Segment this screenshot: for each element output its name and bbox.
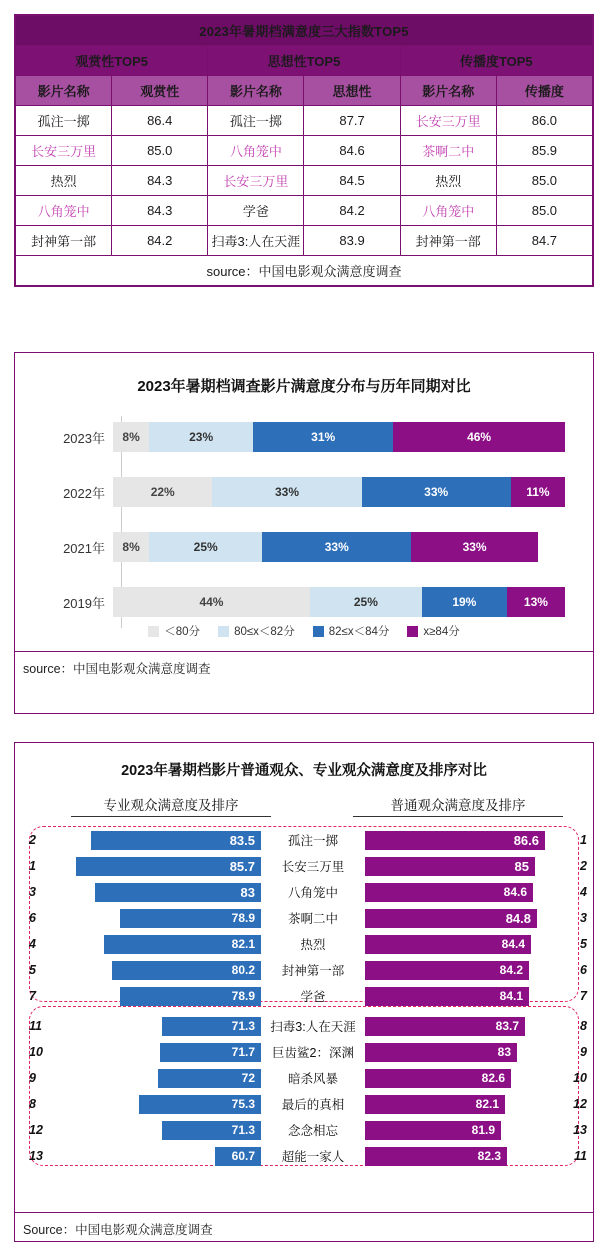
satisfaction-distribution-panel [14, 352, 594, 714]
panel3-source: Source：中国电影观众满意度调查 [15, 1212, 593, 1241]
legend-swatch-icon-82to84 [313, 626, 324, 637]
pub-bar-wrap-3 [365, 909, 565, 928]
top5-table-panel [14, 14, 594, 287]
y-tick-2023: 2023年 [63, 430, 105, 446]
pro-rank-0: 2 [29, 833, 36, 847]
legend-swatch-icon-80to82 [218, 626, 229, 637]
cell-r4c1: 84.2 [112, 226, 208, 256]
pub-rank-3: 3 [580, 911, 587, 925]
segment-2023-80to82: 23% [149, 422, 253, 452]
cell-r1c2: 八角笼中 [208, 136, 304, 166]
pub-bar-9: 82.6 [365, 1069, 511, 1088]
pub-bar-8: 83 [365, 1043, 517, 1062]
cell-r1c3: 84.6 [304, 136, 400, 166]
pro-bar-1: 85.7 [76, 857, 261, 876]
segment-2023-lt80: 8% [113, 422, 149, 452]
pro-rank-7: 11 [29, 1019, 42, 1033]
pub-bar-wrap-2 [365, 883, 565, 902]
pro-bar-wrap-4 [51, 935, 261, 954]
pub-bar-wrap-11 [365, 1121, 565, 1140]
pub-rank-11: 13 [573, 1123, 587, 1137]
pro-bar-wrap-5 [51, 961, 261, 980]
pro-bar-wrap-1 [51, 857, 261, 876]
pub-rank-4: 5 [580, 937, 587, 951]
table-row [16, 226, 593, 256]
pro-bar-wrap-6 [51, 987, 261, 1006]
pro-bar-2: 83 [95, 883, 261, 902]
segment-2022-80to82: 33% [212, 477, 361, 507]
film-name-9: 暗杀风暴 [287, 1072, 338, 1086]
pro-bar-wrap-8 [51, 1043, 261, 1062]
pub-rank-1: 2 [580, 859, 587, 873]
cell-r3c2: 学爸 [208, 196, 304, 226]
pub-rank-2: 4 [580, 885, 587, 899]
segment-2021-80to82: 25% [149, 532, 262, 562]
bar-row-2021 [33, 532, 565, 562]
subheader-score-2: 思想性 [304, 76, 400, 106]
pub-bar-wrap-7 [365, 1017, 565, 1036]
pub-bar-wrap-8 [365, 1043, 565, 1062]
pro-bar-wrap-3 [51, 909, 261, 928]
segment-2021-ge84: 33% [411, 532, 538, 562]
pub-bar-11: 81.9 [365, 1121, 501, 1140]
cell-r4c3: 83.9 [304, 226, 400, 256]
pro-bar-5: 80.2 [112, 961, 261, 980]
segment-2023-ge84: 46% [393, 422, 565, 452]
film-name-10: 最后的真相 [281, 1098, 345, 1112]
pro-rank-5: 5 [29, 963, 36, 977]
pro-bar-11: 71.3 [162, 1121, 261, 1140]
cell-r1c1: 85.0 [112, 136, 208, 166]
cell-r3c5: 85.0 [496, 196, 592, 226]
segment-2021-lt80: 8% [113, 532, 149, 562]
tornado-row-6 [25, 984, 587, 1008]
audience-comparison-panel [14, 742, 594, 1242]
pro-bar-wrap-11 [51, 1121, 261, 1140]
legend-item-ge84 [407, 623, 459, 639]
segment-2022-82to84: 33% [362, 477, 511, 507]
cell-r2c4: 热烈 [400, 166, 496, 196]
stacked-bar-2022 [113, 477, 565, 507]
legend-item-80to82 [218, 623, 295, 639]
segment-2019-ge84: 13% [507, 587, 565, 617]
cell-r0c2: 孤注一掷 [208, 106, 304, 136]
cell-r2c0: 热烈 [16, 166, 112, 196]
pro-rank-4: 4 [29, 937, 36, 951]
stacked-bar-2021 [113, 532, 565, 562]
y-tick-2021: 2021年 [63, 540, 105, 556]
cell-r2c1: 84.3 [112, 166, 208, 196]
segment-2022-ge84: 11% [511, 477, 565, 507]
header-professional: 专业观众满意度及排序 [71, 794, 271, 817]
cell-r4c5: 84.7 [496, 226, 592, 256]
pro-rank-2: 3 [29, 885, 36, 899]
film-name-1: 长安三万里 [281, 860, 345, 874]
film-name-5: 封神第一部 [281, 964, 345, 978]
bar-row-2019 [33, 587, 565, 617]
table-source-row [16, 256, 593, 286]
tornado-row-2 [25, 880, 587, 904]
tornado-row-3 [25, 906, 587, 930]
film-name-3: 茶啊二中 [287, 912, 338, 926]
cell-r4c0: 封神第一部 [16, 226, 112, 256]
table-title-row [16, 16, 593, 46]
pub-bar-wrap-12 [365, 1147, 565, 1166]
cell-r2c5: 85.0 [496, 166, 592, 196]
film-name-8: 巨齿鲨2：深渊 [272, 1046, 354, 1060]
pro-bar-10: 75.3 [139, 1095, 261, 1114]
tornado-row-4 [25, 932, 587, 956]
cell-r4c4: 封神第一部 [400, 226, 496, 256]
panel2-legend [15, 623, 593, 639]
panel3-plot [25, 826, 587, 1174]
pro-bar-12: 60.7 [215, 1147, 261, 1166]
pro-bar-8: 71.7 [160, 1043, 261, 1062]
pro-bar-wrap-10 [51, 1095, 261, 1114]
legend-label-82to84: 82≤x＜84分 [328, 626, 390, 638]
table-row [16, 166, 593, 196]
tornado-row-0 [25, 828, 587, 852]
segment-2019-82to84: 19% [422, 587, 507, 617]
tornado-row-10 [25, 1092, 587, 1116]
header-public: 普通观众满意度及排序 [353, 794, 563, 817]
pub-bar-6: 84.1 [365, 987, 529, 1006]
segment-2022-lt80: 22% [113, 477, 212, 507]
pro-bar-9: 72 [158, 1069, 261, 1088]
pub-rank-6: 7 [580, 989, 587, 1003]
group-header-ideology: 思想性TOP5 [208, 46, 400, 76]
film-name-6: 学爸 [300, 990, 326, 1004]
pub-bar-wrap-10 [365, 1095, 565, 1114]
pro-rank-11: 12 [29, 1123, 43, 1137]
tornado-row-8 [25, 1040, 587, 1064]
legend-item-82to84 [313, 623, 390, 639]
stacked-bar-2023 [113, 422, 565, 452]
table-subheader-row [16, 76, 593, 106]
cell-r3c4: 八角笼中 [400, 196, 496, 226]
pub-bar-2: 84.6 [365, 883, 533, 902]
panel3-column-headers [15, 794, 593, 820]
table-row [16, 196, 593, 226]
cell-r0c3: 87.7 [304, 106, 400, 136]
cell-r1c0: 长安三万里 [16, 136, 112, 166]
cell-r3c3: 84.2 [304, 196, 400, 226]
pub-bar-10: 82.1 [365, 1095, 505, 1114]
segment-2019-lt80: 44% [113, 587, 310, 617]
pro-bar-wrap-7 [51, 1017, 261, 1036]
tornado-row-1 [25, 854, 587, 878]
panel2-plot [33, 416, 575, 628]
pub-bar-7: 83.7 [365, 1017, 525, 1036]
panel1-source: source：中国电影观众满意度调查 [16, 256, 593, 286]
tornado-row-7 [25, 1014, 587, 1038]
panel2-source: source：中国电影观众满意度调查 [15, 651, 593, 677]
cell-r1c5: 85.9 [496, 136, 592, 166]
film-name-7: 扫毒3:人在天涯 [270, 1020, 356, 1034]
pub-bar-wrap-0 [365, 831, 565, 850]
y-tick-2022: 2022年 [63, 485, 105, 501]
pub-rank-8: 9 [580, 1045, 587, 1059]
group-header-viewability: 观赏性TOP5 [16, 46, 208, 76]
pro-rank-10: 8 [29, 1097, 36, 1111]
subheader-film-2: 影片名称 [208, 76, 304, 106]
pub-bar-4: 84.4 [365, 935, 531, 954]
film-name-12: 超能一家人 [281, 1150, 345, 1164]
pro-rank-3: 6 [29, 911, 36, 925]
tornado-row-5 [25, 958, 587, 982]
pro-rank-8: 10 [29, 1045, 43, 1059]
cell-r0c4: 长安三万里 [400, 106, 496, 136]
subheader-film-3: 影片名称 [400, 76, 496, 106]
tornado-row-11 [25, 1118, 587, 1142]
pro-bar-3: 78.9 [120, 909, 261, 928]
group-header-spread: 传播度TOP5 [400, 46, 592, 76]
bar-row-2023 [33, 422, 565, 452]
cell-r0c1: 86.4 [112, 106, 208, 136]
panel3-title: 2023年暑期档影片普通观众、专业观众满意度及排序对比 [121, 763, 487, 779]
pub-bar-wrap-1 [365, 857, 565, 876]
legend-swatch-icon-lt80 [148, 626, 159, 637]
pub-bar-wrap-5 [365, 961, 565, 980]
panel1-title: 2023年暑期档满意度三大指数TOP5 [16, 16, 593, 46]
stacked-bar-2019 [113, 587, 565, 617]
legend-item-lt80 [148, 623, 200, 639]
pro-bar-wrap-9 [51, 1069, 261, 1088]
film-name-4: 热烈 [300, 938, 326, 952]
legend-label-80to82: 80≤x＜82分 [234, 626, 295, 638]
pro-bar-wrap-2 [51, 883, 261, 902]
film-name-0: 孤注一掷 [287, 834, 338, 848]
pro-rank-12: 13 [29, 1149, 43, 1163]
segment-2019-80to82: 25% [310, 587, 422, 617]
film-name-11: 念念相忘 [287, 1124, 338, 1138]
pub-bar-wrap-6 [365, 987, 565, 1006]
tornado-row-9 [25, 1066, 587, 1090]
subheader-score-3: 传播度 [496, 76, 592, 106]
table-row [16, 106, 593, 136]
pro-rank-9: 9 [29, 1071, 36, 1085]
pub-rank-9: 10 [573, 1071, 587, 1085]
pro-bar-0: 83.5 [91, 831, 261, 850]
panel2-title: 2023年暑期档调查影片满意度分布与历年同期对比 [137, 378, 471, 395]
pub-bar-wrap-4 [365, 935, 565, 954]
pro-bar-6: 78.9 [120, 987, 261, 1006]
cell-r3c1: 84.3 [112, 196, 208, 226]
pro-bar-wrap-0 [51, 831, 261, 850]
y-tick-2019: 2019年 [63, 595, 105, 611]
pub-bar-12: 82.3 [365, 1147, 507, 1166]
table-row [16, 136, 593, 166]
pub-bar-3: 84.8 [365, 909, 537, 928]
pub-bar-wrap-9 [365, 1069, 565, 1088]
segment-2023-82to84: 31% [253, 422, 393, 452]
pub-bar-0: 86.6 [365, 831, 545, 850]
segment-2021-82to84: 33% [262, 532, 411, 562]
pro-rank-6: 7 [29, 989, 36, 1003]
cell-r1c4: 茶啊二中 [400, 136, 496, 166]
pub-rank-7: 8 [580, 1019, 587, 1033]
pro-bar-4: 82.1 [104, 935, 262, 954]
top5-table [15, 15, 593, 286]
table-group-row [16, 46, 593, 76]
legend-swatch-icon-ge84 [407, 626, 418, 637]
pro-rank-1: 1 [29, 859, 36, 873]
pro-bar-wrap-12 [51, 1147, 261, 1166]
tornado-row-12 [25, 1144, 587, 1168]
cell-r3c0: 八角笼中 [16, 196, 112, 226]
legend-label-ge84: x≥84分 [423, 626, 460, 638]
pub-bar-1: 85 [365, 857, 535, 876]
film-name-2: 八角笼中 [287, 886, 338, 900]
cell-r0c5: 86.0 [496, 106, 592, 136]
pub-rank-12: 11 [574, 1149, 587, 1163]
legend-label-lt80: ＜80分 [164, 626, 201, 638]
pub-rank-0: 1 [580, 833, 587, 847]
bar-row-2022 [33, 477, 565, 507]
pub-rank-5: 6 [580, 963, 587, 977]
cell-r2c2: 长安三万里 [208, 166, 304, 196]
cell-r0c0: 孤注一掷 [16, 106, 112, 136]
cell-r2c3: 84.5 [304, 166, 400, 196]
cell-r4c2: 扫毒3:人在天涯 [208, 226, 304, 256]
subheader-film-1: 影片名称 [16, 76, 112, 106]
pub-rank-10: 12 [573, 1097, 587, 1111]
subheader-score-1: 观赏性 [112, 76, 208, 106]
pub-bar-5: 84.2 [365, 961, 529, 980]
pro-bar-7: 71.3 [162, 1017, 261, 1036]
